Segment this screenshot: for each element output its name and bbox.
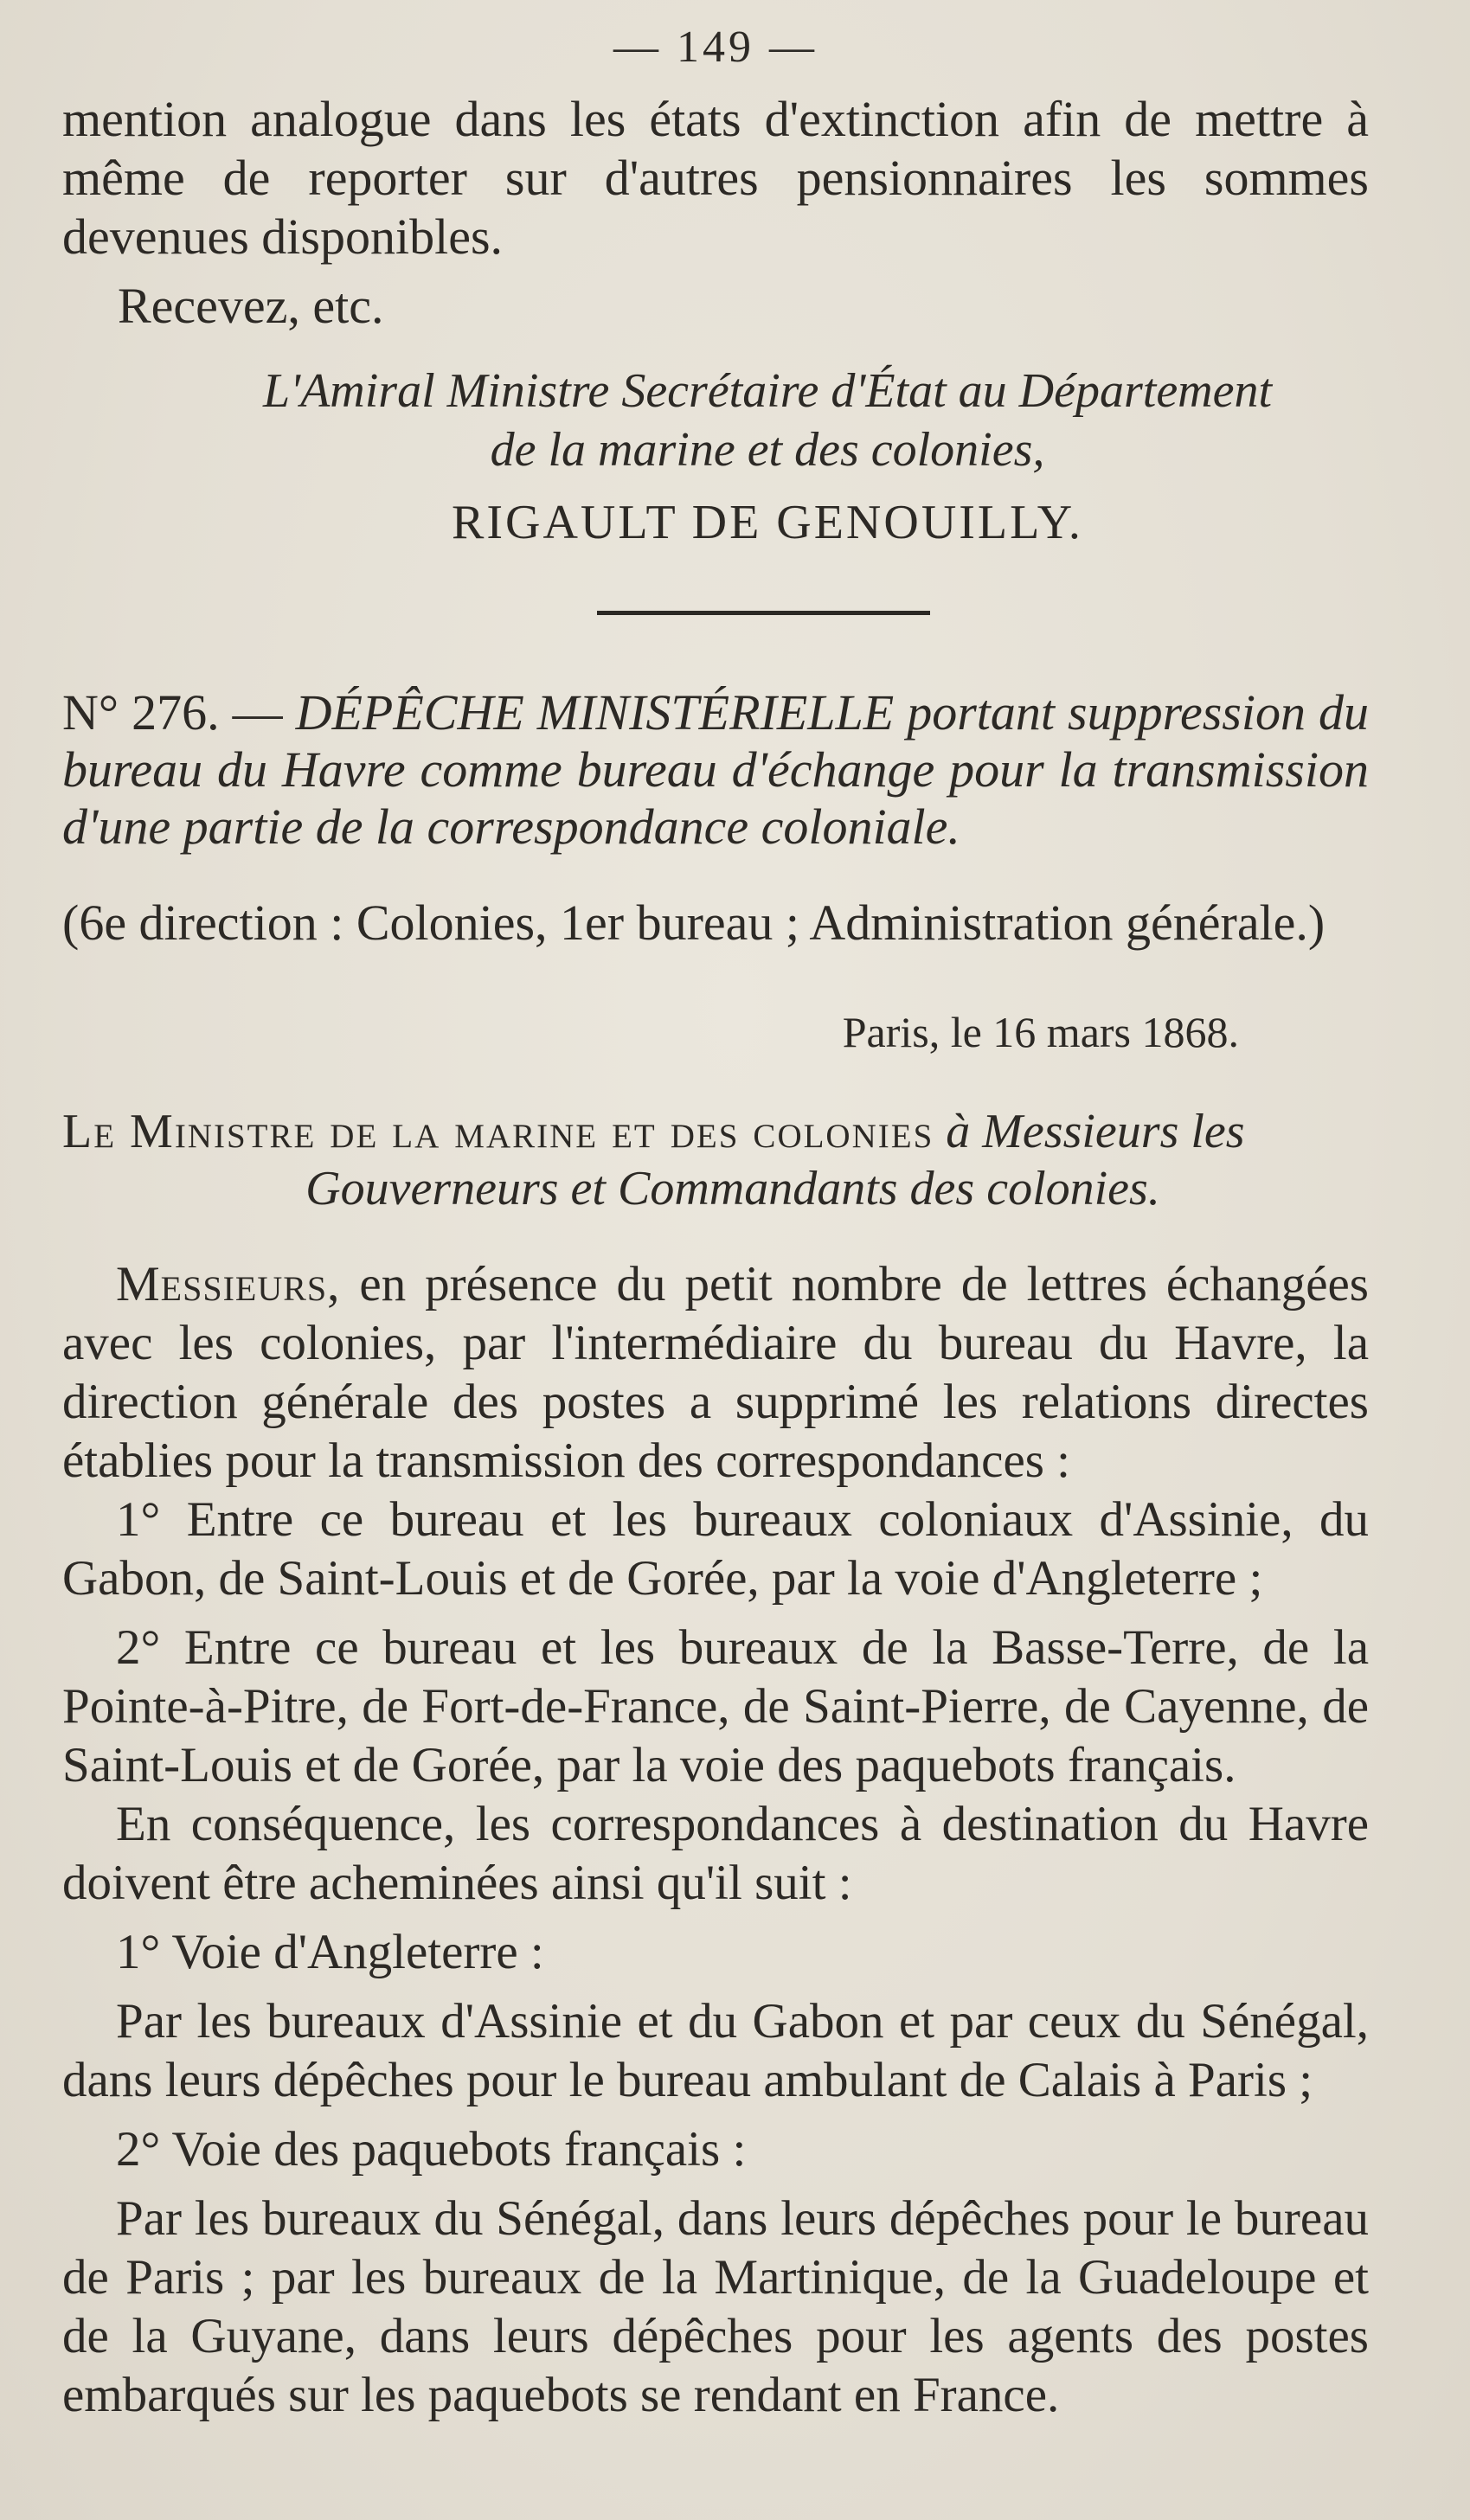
heading-dash: — [219, 684, 296, 741]
route-2-text: Par les bureaux du Sénégal, dans leurs dépêches pour le bureau de Paris ; par les bureaux de la Martinique, de la Guadeloupe et de la Guyane, dans leurs dépêches pour les agents des postes embarqués sur les paquebots se rendant en France. [62, 2191, 1369, 2422]
paragraph-consequence: En conséquence, les correspondances à destination du Havre doivent être acheminées ainsi qu'il suit : [62, 1797, 1369, 1910]
paragraph-opening-text: en présence du petit nombre de lettres échangées avec les colonies, par l'intermédiaire du bureau du Havre, la direction générale des postes a supprimé les relations directes établies pour la transmission des correspondances : [62, 1257, 1369, 1488]
signature-title-line-1: L'Amiral Ministre Secrétaire d'État au Département [262, 364, 1273, 418]
document-heading [62, 684, 1369, 856]
signature-name: RIGAULT DE GENOUILLY. [452, 496, 1083, 549]
list-item-2: 2° Entre ce bureau et les bureaux de la Basse-Terre, de la Pointe-à-Pitre, de Fort-de-France, de Saint-Pierre, de Cayenne, de Saint-Louis et de Gorée, par la voie des paquebots français. [62, 1620, 1369, 1792]
signature-title-line-2: de la marine et des colonies, [490, 423, 1045, 477]
address-line [62, 1103, 1369, 1217]
route-1-heading: 1° Voie d'Angleterre : [116, 1925, 544, 1979]
paragraph-continuation: mention analogue dans les états d'extinction afin de mettre à même de reporter sur d'autres pensionnaires les sommes devenues disponibles. [62, 91, 1369, 265]
dateline: Paris, le 16 mars 1868. [842, 1008, 1239, 1056]
list-item-1: 1° Entre ce bureau et les bureaux coloniaux d'Assinie, du Gabon, de Saint-Louis et de Gorée, par la voie d'Angleterre ; [62, 1492, 1369, 1606]
document-type: DÉPÊCHE MINISTÉRIELLE [295, 684, 895, 741]
page-number: — 149 — [613, 22, 818, 72]
address-preposition: à [934, 1105, 983, 1158]
document-number: N° 276. [62, 684, 220, 741]
route-2-heading: 2° Voie des paquebots français : [116, 2122, 747, 2177]
section-divider [597, 611, 930, 615]
paragraph-opening [62, 1255, 1369, 1491]
address-sender: Le Ministre de la marine et des colonies [62, 1105, 934, 1158]
address-recipient-1: Messieurs les [982, 1105, 1245, 1158]
text-column [62, 17, 1369, 2425]
salutation: Messieurs, [116, 1257, 341, 1311]
signature-block [62, 362, 1369, 550]
document-subject: portant suppression du bureau du Havre comme bureau d'échange pour la transmission d'une partie de la correspondance coloniale. [62, 684, 1369, 855]
administrative-direction: (6e direction : Colonies, 1er bureau ; Administration générale.) [62, 895, 1326, 951]
closing-formula: Recevez, etc. [118, 278, 384, 334]
address-recipient-2: Gouverneurs et Commandants des colonies. [305, 1162, 1160, 1215]
route-1-text: Par les bureaux d'Assinie et du Gabon et par ceux du Sénégal, dans leurs dépêches pour le bureau ambulant de Calais à Paris ; [62, 1994, 1369, 2107]
